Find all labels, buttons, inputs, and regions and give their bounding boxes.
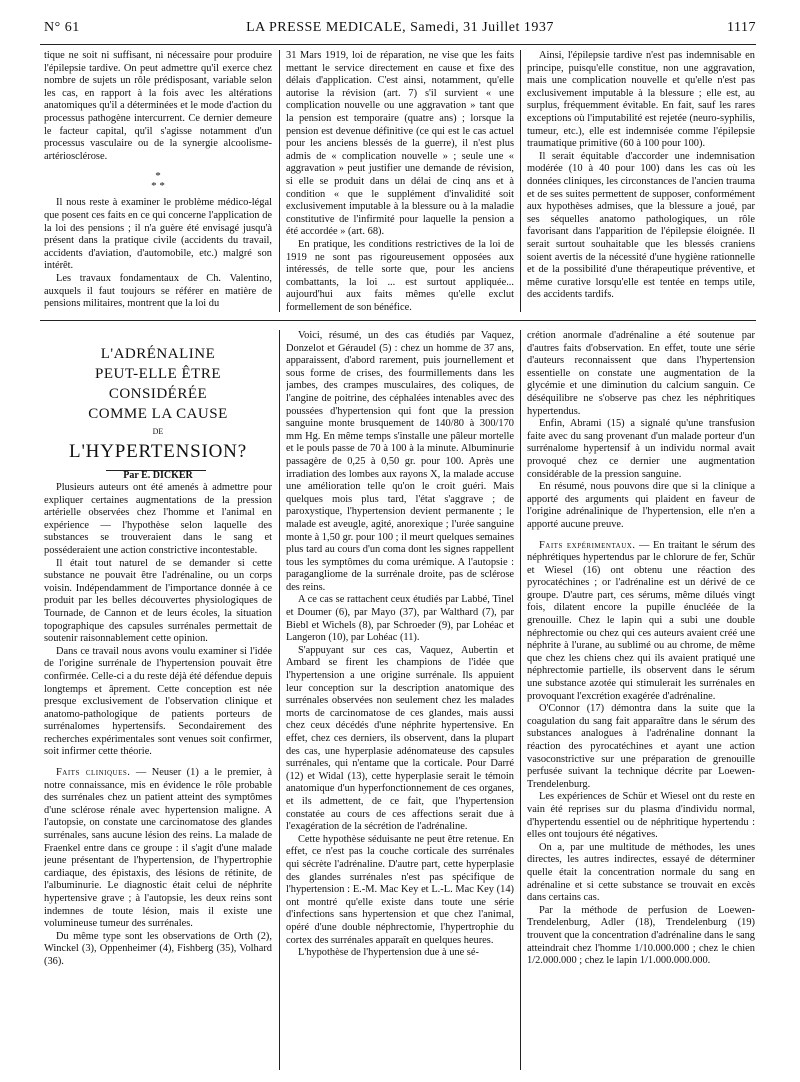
article-title-main: L'HYPERTENSION? [69,441,247,462]
paragraph: Ainsi, l'épilepsie tardive n'est pas indemnisable en principe, puisqu'elle constitue, non une aggravation, mais une complication nouvelle et qu'elle n'est pas exclusivement imputable à la blessure ; elle est, au surplus, fréquemment évitable. En fait, sauf les rares exceptions où l'imputabilité est rejetée (neuro-syphilis, tumeur, etc.), elle est indemnisée comme l'épilepsie traumatique primitive (60 à 100 pour 100). [527,50,755,150]
section-rule [40,320,756,321]
paragraph: O'Connor (17) démontra dans la suite que la coagulation du sang fait apparaître dans le sérum des substances analogues à l'adrénaline donnant la réaction des pyrocatéchines et ayant une action vasoconstrictive sur une préparation de grenouille perfusée suivant la technique décrite par Loewen-Trendelenburg. [527,703,755,790]
top-column-3 [527,50,755,316]
journal-title: LA PRESSE MEDICALE, Samedi, 31 Juillet 1937 [246,20,554,35]
column-divider [279,50,280,312]
paragraph: S'appuyant sur ces cas, Vaquez, Aubertin et Ambard se firent les champions de l'idée que l'hypertension a une origine surrénale. Ils appuient leur conception sur la description anatomique des surrénales observées non seulement chez les malades morts de carcinomatose de ces glandes, mais aussi chez ceux décédés d'une néphrite hypertensive. En effet, chez ces derniers, ils observent, dans la plupart des cas, une hyperplasie adénomateuse des capsules surrénales, qui n'entame que la corticale. Pour Darré (12) et Widal (13), cette hyperplasie serait le témoin anatomique d'un hyperfonctionnement de ces organes, et ils admettent, de ce fait, que l'hypertension constatée au cours de ces affections serait due à l'exagération de la sécrétion de l'adrénaline. [286,644,514,833]
top-column-2 [286,50,514,316]
article-column-1 [44,482,272,1042]
paragraph: 31 Mars 1919, loi de réparation, ne vise que les faits mettant le service directement en cause et fixe des délais d'application. C'est ainsi, notamment, qu'elle autorise la révision (art. 7) s'il survient « une complication nouvelle ou une aggravation » tant que la pension est temporaire (quatre ans) ; lorsque la pension est devenue définitive (ce qui est le cas actuel pour les anciens blessés de la guerre), il n'est plus admis de « complication nouvelle » ; seule une « aggravation » peut justifier une demande de révision, si elle se produit dans un délai de cinq ans et à condition « que le supplément d'invalidité soit exclusivement imputable à la blessure ou à la maladie constitutive de l'infirmité pour laquelle la pension a été accordée » (art. 68). [286,50,514,238]
paragraph: Plusieurs auteurs ont été amenés à admettre pour expliquer certaines augmentations de la pression artérielle observées chez l'homme et l'animal en expérience — l'hypothèse selon laquelle des substances se trouveraient dans le sang et posséderaient une action constrictive incontestable. [44,482,272,556]
paragraph: Du même type sont les observations de Orth (2), Winckel (3), Oppenheimer (4), Fishberg (35), Volhard (36). [44,930,272,967]
paragraph: Dans ce travail nous avons voulu examiner si l'idée de l'origine surrénale de l'hypertension pouvait être confirmée. Celle-ci a du reste déjà été défendue depuis longtemps et âprement. Cette conception est née presque exclusivement de l'observation clinique et anatomo-pathologique de patients porteurs de surrénalomes hypertensifs. Secondairement des recherches expérimentales sont venues soit confirmer, soit infirmer cette théorie. [44,645,272,758]
paragraph: On a, par une multitude de méthodes, les unes directes, les autres indirectes, essayé de déterminer quelle était la concentration normale du sang en adrénaline et si cette substance se trouvait en excès dans certains cas. [527,841,755,904]
paragraph: Voici, résumé, un des cas étudiés par Vaquez, Donzelot et Géraudel (5) : chez un homme de 37 ans, apparaissent, d'abord rarement, puis journellement et sous forme de crises, des fourmillements dans les jambes, des crampes musculaires, des coliques, de l'angine de poitrine, des céphalées intenables avec des poussées d'hypertension qui font que la pression sanguine monte brusquement de 140/80 à 300/170 mm Hg. En même temps s'installe une pâleur mortelle et le pouls passe de 70 à 100 à la minute. Albuminurie passagère de 0,25 à 0,50 gr. pour 100. Après une irradiation des lombes aux rayons X, la malade accuse une amélioration telle qu'on le croit guéri. Mais quelques mois plus tard, l'état s'aggrave ; de paroxystique, l'hypertension devient permanente ; le malade est aveugle, agité, anorexique ; l'urée sanguine monte à 1,50 gr. pour 100 ; il meurt quelques semaines plus tard au cours d'un coma dont les signes rappellent tous les symptômes du coma urémique. A l'autopsie : paragangliome de la surrénale droite, pas de sclérose des reins. [286,330,514,593]
column-divider [279,330,280,1070]
paragraph: Enfin, Abrami (15) a signalé qu'une transfusion faite avec du sang provenant d'un malade porteur d'un surrénalome hypertensif à un individu normal avait provoqué chez ce dernier une augmentation considérable de la pression sanguine. [527,418,755,480]
article-title-line: COMME LA CAUSE [88,406,228,422]
article-author: Par E. DICKER [123,470,193,481]
paragraph: En pratique, les conditions restrictives de la loi de 1919 ne sont pas rigoureusement opposées aux intéressés, de telle sorte que, pour les anciens combattants, la loi ... est surtout appliquée... aujourd'hui aux faits mêmes qu'elle exclut formellement de son bénéfice. [286,238,514,313]
paragraph: Il nous reste à examiner le problème médico-légal que posent ces faits en ce qui concerne l'application de la loi des pensions ; il n'a guère été envisagé jusqu'à présent dans la pratique civile (accidents du travail, accidents d'aviation, d'automobile, etc.) malgré son intérêt. [44,197,272,272]
paragraph: Les expériences de Schür et Wiesel ont du reste en vain été reprises sur du plasma d'individu normal, d'hypertendu essentiel ou de néphritique hypertendu : elles ont toujours été négatives. [527,791,755,841]
article-column-2 [286,330,514,1072]
paragraph: Les travaux fondamentaux de Ch. Valentino, auxquels il faut toujours se référer en matière de pensions militaires, montrent que la loi du [44,272,272,310]
running-header [44,20,756,42]
paragraph-text: — Neuser (1) a le premier, à notre connaissance, mis en évidence le rôle probable des surrénales chez un patient atteint des symptômes d'une sclérose rénale avec hypertension maligne. A l'autopsie, on constate une carcinomatose des glandes surrénales, sans aucune lésion des reins. La malade de Fraenkel entre dans ce groupe : il s'agit d'une malade jeune présentant de l'hypertension, de l'hypertrophie cardiaque, des épistaxis, des lésions de rétinite, de l'albuminurie. Le diagnostic était celui de néphrite hypertensive grave ; à l'autopsie, les deux reins sont indemnes de toute lésion, mais il existe une volumineuse tumeur des surrénales. [44,767,272,930]
column-divider [520,330,521,1070]
title-underline [106,470,206,471]
article-column-3 [527,330,755,1072]
paragraph [527,540,755,704]
page-number: 1117 [727,20,756,35]
article-title-de: DE [152,427,164,436]
paragraph: crétion anormale d'adrénaline a été soutenue par d'autres faits d'observation. En effet, toute une série d'auteurs reconnaissent que dans l'hypertension essentielle on constate une augmentation de la glycémie et une diminution du calcium sanguin. Ce déséquilibre ne s'observe pas chez les néphritiques hypertendus. [527,330,755,417]
paragraph: tique ne soit ni suffisant, ni nécessaire pour produire l'épilepsie tardive. On peut admettre qu'il exerce chez nombre de sujets un rôle prédisposant, variable selon les cas, en rapport à la fois avec les altérations anatomiques qu'il a déterminées et le mode d'action du processus pathogène intercurrent. Ce dernier demeure le facteur capital, qu'il s'agisse notamment d'un processus vasculaire ou de la synergie alcoolisme-artériosclérose. [44,50,272,162]
column-divider [520,50,521,312]
header-rule [40,44,756,45]
paragraph: A ce cas se rattachent ceux étudiés par Labbé, Tinel et Doumer (6), par Mayo (37), par Walthard (7), par Biebl et Wichels (8), par Schroeder (9), par Lohéac et Langeron (10), par Lohéac (11). [286,594,514,644]
paragraph-text: — En traitant le sérum des néphrétiques hypertendus par le chlorure de fer, Schür et Wiesel (16) ont obtenu une réaction des pyrocatéchines ; or l'adrénaline est un dérivé de ce groupe. D'autre part, ces sérums, même dilués vingt fois, dilatent encore la pupille énucléée de la grenouille. Chez le lapin qui a subi une double néphrectomie ou chez qui ces auteurs avaient créé une néphrite à l'urane, au sublimé ou au chrome, de même que chez les chiens chez qui ils avaient pratiqué une néphrectomie partielle, ils observent dans le sérum une substance azotée qui stimulerait les surrénales en provoquant l'excrétion exagérée d'adrénaline. [527,539,755,702]
paragraph: Par la méthode de perfusion de Loewen-Trendelenburg, Adler (18), Trendelenburg (19) trouvent que la concentration d'adrénaline dans le sang atteindrait chez l'homme 1/10.000.000 ; chez le chien 1/2.000.000 ; chez le lapin 1/1.000.000.000. [527,904,755,967]
paragraph [44,767,272,931]
section-heading: Faits cliniques. [56,767,131,779]
issue-number: N° 61 [44,20,80,35]
paragraph: Il était tout naturel de se demander si cette substance ne pouvait être l'adrénaline, ou un corps voisin. Indépendamment de l'importance donnée à ce produit par les belles découvertes physiologiques de Tournade, de Cannon et de leurs écoles, la situation topographique des capsules surrénales permettait de soutenir raisonnablement cette opinion. [44,557,272,645]
paragraph: En résumé, nous pouvons dire que si la clinique a apporté des arguments qui plaident en faveur de l'origine adrénalinique de l'hypertension, elle n'en a apporté aucune preuve. [527,481,755,530]
article-title-line: L'ADRÉNALINE [100,346,216,362]
paragraph: L'hypothèse de l'hypertension due à une sé- [298,947,479,959]
article-title-line: PEUT-ELLE ÊTRE CONSIDÉRÉE [94,366,221,402]
section-stars: * * * [151,170,165,193]
section-heading: Faits expérimentaux. [539,539,636,551]
paragraph: Cette hypothèse séduisante ne peut être retenue. En effet, ce n'est pas la couche corticale des surrénales qui sécrète l'adrénaline. D'autre part, cette hyperplasie des glandes surrénales n'est pas spécifique de l'hypertension : E.-M. Mac Key et L.-L. Mac Key (14) ont montré qu'elle existe dans toute une série d'infections sans hypertension et que chez l'animal, opéré d'une double néphrectomie, l'hypertrophie du cortex des surrénales apparaît en quelques heures. [286,833,514,946]
article-title-block [48,344,268,481]
top-column-1 [44,50,272,316]
paragraph: Il serait équitable d'accorder une indemnisation modérée (10 à 40 pour 100) dans les cas où les données cliniques, les circonstances de l'ancien trauma et de ses suites permettent de supposer, conformément aux hypothèses admises, que la blessure a joué, par ses séquelles anatomo pathologiques, un rôle favorisant dans l'apparition de l'épilepsie éloignée. Il serait surtout souhaitable que les blessés craniens soient avertis de la nécessité d'une hygiène rationnelle et de la possibilité d'une thérapeutique préventive, et même curative lorsqu'elle est tentée en temps utile, des accidents tardifs. [527,150,755,301]
